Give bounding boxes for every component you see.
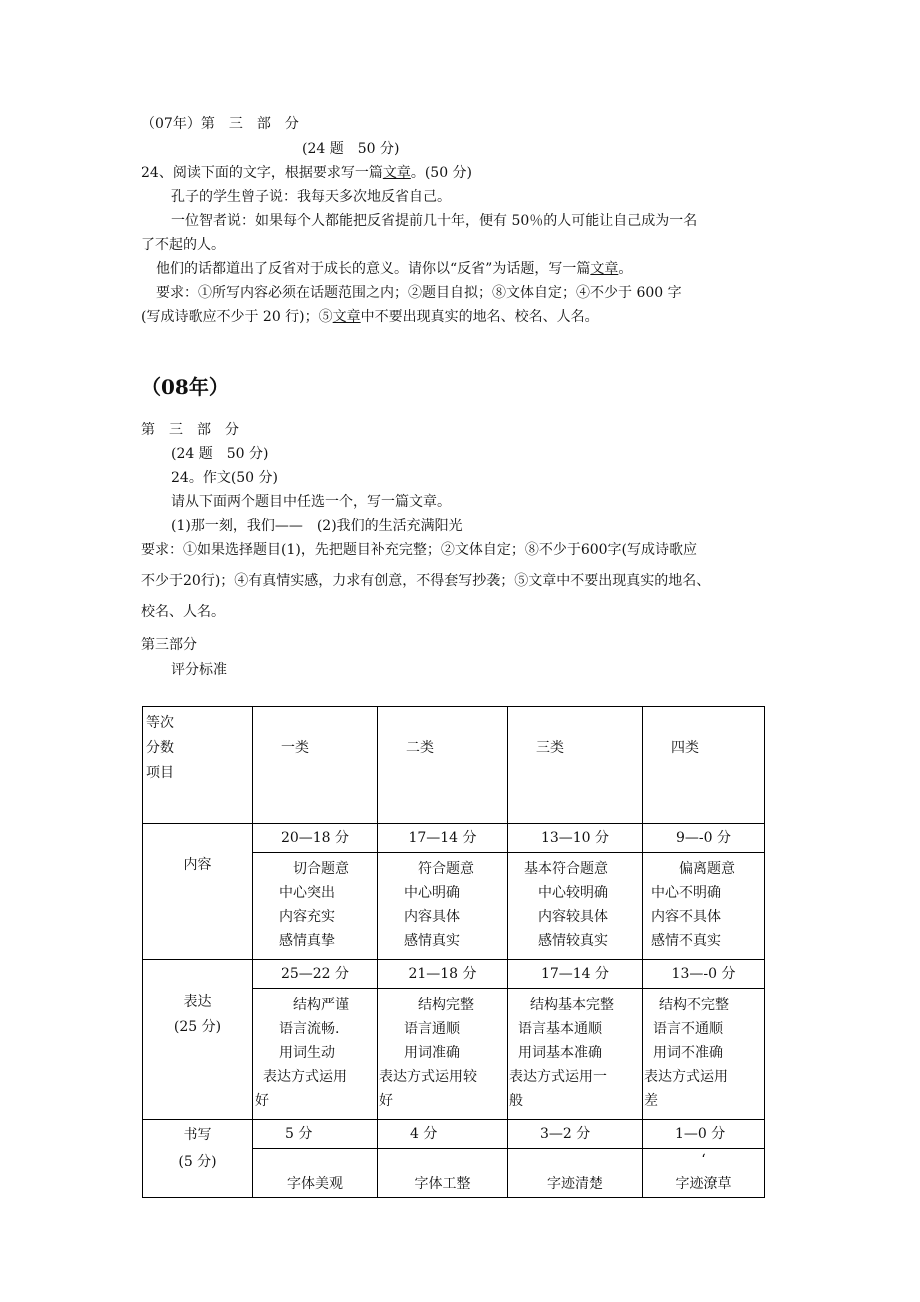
- p08-requirement-2: 不少于20行)；④有真情实感，力求有创意，不得套写抄袭；⑤文章中不要出现真实的地名、: [141, 573, 711, 589]
- desc-cell: 符合题意 中心明确 内容具体 感情真实: [378, 853, 508, 960]
- p08-heading: 第 三 部 分: [141, 422, 239, 438]
- grade-header-2: 二类: [378, 707, 508, 824]
- score-cell: 3—2 分: [508, 1120, 643, 1149]
- p07-requirement-1: 要求：①所写内容必须在话题范围之内；②题目自拟；⑧文体自定；④不少于 600 字: [156, 285, 682, 301]
- corner-cell: [143, 707, 253, 824]
- row-label-writing: 书写 (5 分): [143, 1120, 253, 1198]
- score-cell: 4 分: [378, 1120, 508, 1149]
- p08-title: （08年）: [141, 375, 229, 399]
- desc-cell: 偏离题意 中心不明确 内容不具体 感情不真实: [643, 853, 765, 960]
- grading-table: [142, 706, 765, 1198]
- expression-score-row: [143, 960, 765, 989]
- p07-quote-2-cont: 了不起的人。: [141, 237, 225, 253]
- score-cell: 20—18 分: [253, 824, 378, 853]
- part3-subtitle: 评分标准: [171, 662, 227, 678]
- row-label-content: 内容: [143, 824, 253, 960]
- desc-cell: 结构基本完整 语言基本通顺 用词基本准确 表达方式运用一 般: [508, 989, 643, 1120]
- corner-label-grade: 等次: [146, 715, 174, 731]
- part3-title: 第三部分: [141, 637, 197, 653]
- content-score-row: [143, 824, 765, 853]
- score-cell: 17—14 分: [508, 960, 643, 989]
- desc-cell: 字体工整: [378, 1149, 508, 1198]
- p08-subheading: (24 题 50 分): [171, 446, 269, 462]
- p08-requirement-3: 校名、人名。: [141, 604, 225, 620]
- score-cell: 5 分: [253, 1120, 378, 1149]
- desc-cell: 结构不完整 语言不通顺 用词不准确 表达方式运用 差: [643, 989, 765, 1120]
- desc-cell: 基本符合题意 中心较明确 内容较具体 感情较真实: [508, 853, 643, 960]
- corner-label-item: 项目: [146, 765, 174, 781]
- corner-label-score: 分数: [146, 740, 174, 756]
- p07-subheading: (24 题 50 分): [302, 141, 400, 157]
- grade-header-4: 四类: [643, 707, 765, 824]
- score-cell: 13—10 分: [508, 824, 643, 853]
- row-label-expression: 表达 (25 分): [143, 960, 253, 1120]
- p08-requirement-1: 要求：①如果选择题目(1)，先把题目补充完整；②文体自定；⑧不少于600字(写成诗歌应: [141, 542, 698, 558]
- p07-requirement-2: (写成诗歌应不少于 20 行)；⑤文章中不要出现真实的地名、校名、人名。: [141, 309, 599, 325]
- score-cell: 1—0 分: [643, 1120, 765, 1149]
- score-cell: 9—-0 分: [643, 824, 765, 853]
- desc-cell: 切合题意 中心突出 内容充实 感情真挚: [253, 853, 378, 960]
- p07-prompt: 他们的话都道出了反省对于成长的意义。请你以“反省”为话题，写一篇文章。: [156, 261, 633, 277]
- writing-score-row: [143, 1120, 765, 1149]
- p07-quote-2: 一位智者说：如果每个人都能把反省提前几十年，便有 50％的人可能让自己成为一名: [171, 213, 698, 229]
- desc-cell: 字迹清楚: [508, 1149, 643, 1198]
- desc-cell: 结构严谨 语言流畅. 用词生动 表达方式运用 好: [253, 989, 378, 1120]
- grade-header-1: 一类: [253, 707, 378, 824]
- p07-heading: （07年）第 三 部 分: [141, 116, 299, 132]
- score-cell: 17—14 分: [378, 824, 508, 853]
- desc-cell: 字体美观: [253, 1149, 378, 1198]
- grade-header-3: 三类: [508, 707, 643, 824]
- desc-cell: 结构完整 语言通顺 用词准确 表达方式运用较 好: [378, 989, 508, 1120]
- p08-instruction: 请从下面两个题目中任选一个，写一篇文章。: [171, 494, 451, 510]
- stray-mark: ‘: [701, 1152, 706, 1168]
- p08-question: 24。作文(50 分): [171, 470, 279, 486]
- grading-header-row: [143, 707, 765, 824]
- p08-topics: (1)那一刻，我们—— (2)我们的生活充满阳光: [171, 518, 463, 534]
- desc-cell: ‘ 字迹潦草: [643, 1149, 765, 1198]
- score-cell: 13—-0 分: [643, 960, 765, 989]
- p07-question: 24、阅读下面的文字，根据要求写一篇文章。(50 分): [141, 165, 473, 181]
- score-cell: 21—18 分: [378, 960, 508, 989]
- score-cell: 25—22 分: [253, 960, 378, 989]
- p07-quote-1: 孔子的学生曾子说：我每天多次地反省自己。: [171, 189, 451, 205]
